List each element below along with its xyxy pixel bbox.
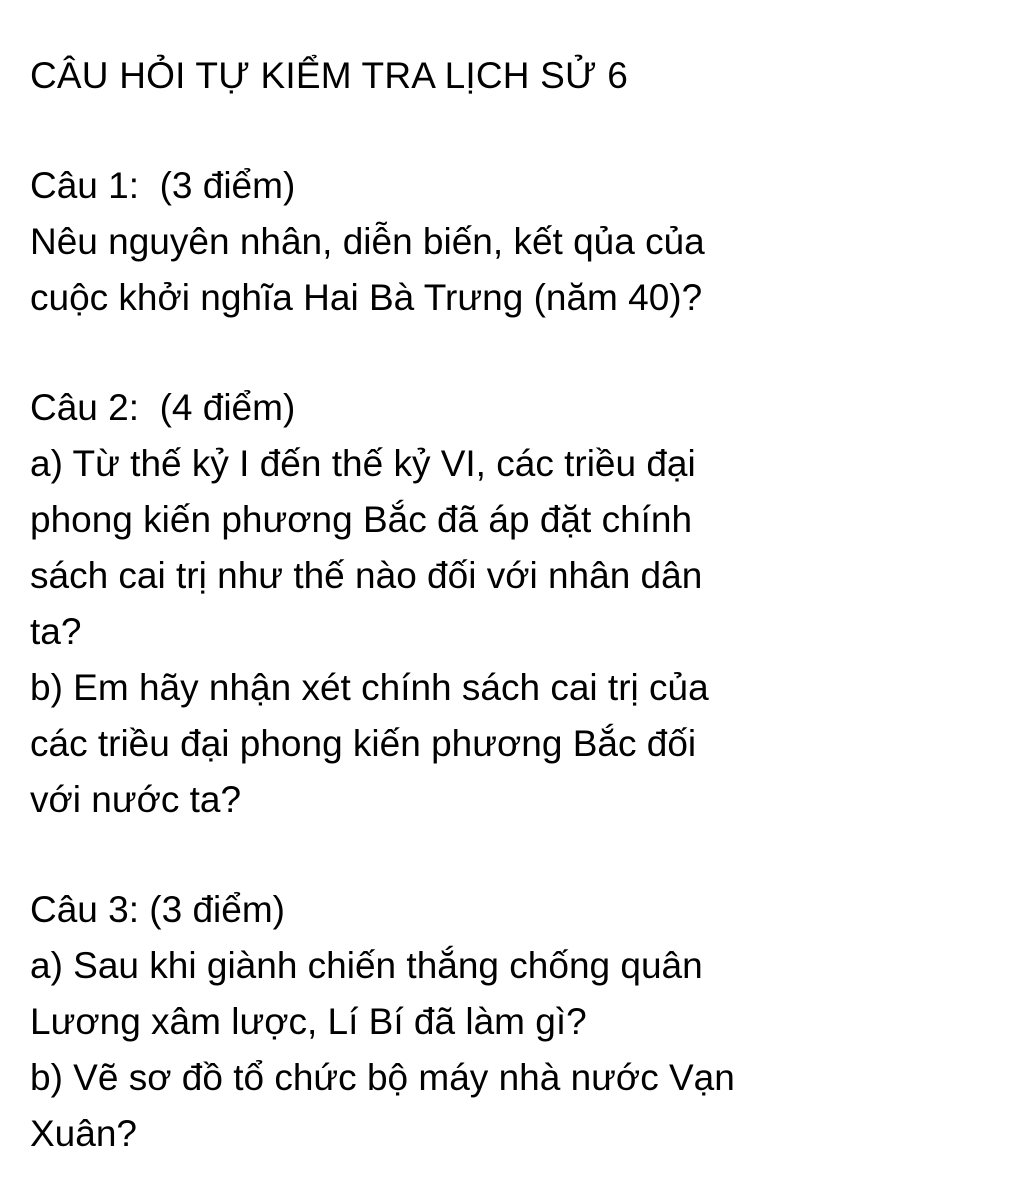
question-1-line-1: Nêu nguyên nhân, diễn biến, kết qủa của: [30, 221, 705, 262]
question-2-line-5: b) Em hãy nhận xét chính sách cai trị của: [30, 667, 709, 708]
question-3-line-1: a) Sau khi giành chiến thắng chống quân: [30, 945, 703, 986]
question-1-header: Câu 1: (3 điểm): [30, 165, 296, 206]
question-1-line-2: cuộc khởi nghĩa Hai Bà Trưng (năm 40)?: [30, 277, 703, 318]
question-2-header: Câu 2: (4 điểm): [30, 387, 296, 428]
question-2-line-6: các triều đại phong kiến phương Bắc đối: [30, 723, 697, 764]
question-2-line-2: phong kiến phương Bắc đã áp đặt chính: [30, 499, 693, 540]
question-3: [30, 882, 1010, 1162]
document-title: CÂU HỎI TỰ KIỂM TRA LỊCH SỬ 6: [30, 55, 629, 96]
question-2-line-1: a) Từ thế kỷ I đến thế kỷ VI, các triều đại: [30, 443, 696, 484]
question-3-line-2: Lương xâm lược, Lí Bí đã làm gì?: [30, 1001, 587, 1042]
question-2-line-7: với nước ta?: [30, 779, 242, 820]
question-2-line-4: ta?: [30, 611, 82, 652]
question-2: [30, 380, 1010, 828]
question-1: [30, 158, 1010, 326]
document-page: [30, 48, 1010, 1162]
question-2-line-3: sách cai trị như thế nào đối với nhân dân: [30, 555, 703, 596]
question-3-line-3: b) Vẽ sơ đồ tổ chức bộ máy nhà nước Vạn: [30, 1057, 735, 1098]
question-3-header: Câu 3: (3 điểm): [30, 889, 285, 930]
question-3-line-4: Xuân?: [30, 1113, 137, 1154]
